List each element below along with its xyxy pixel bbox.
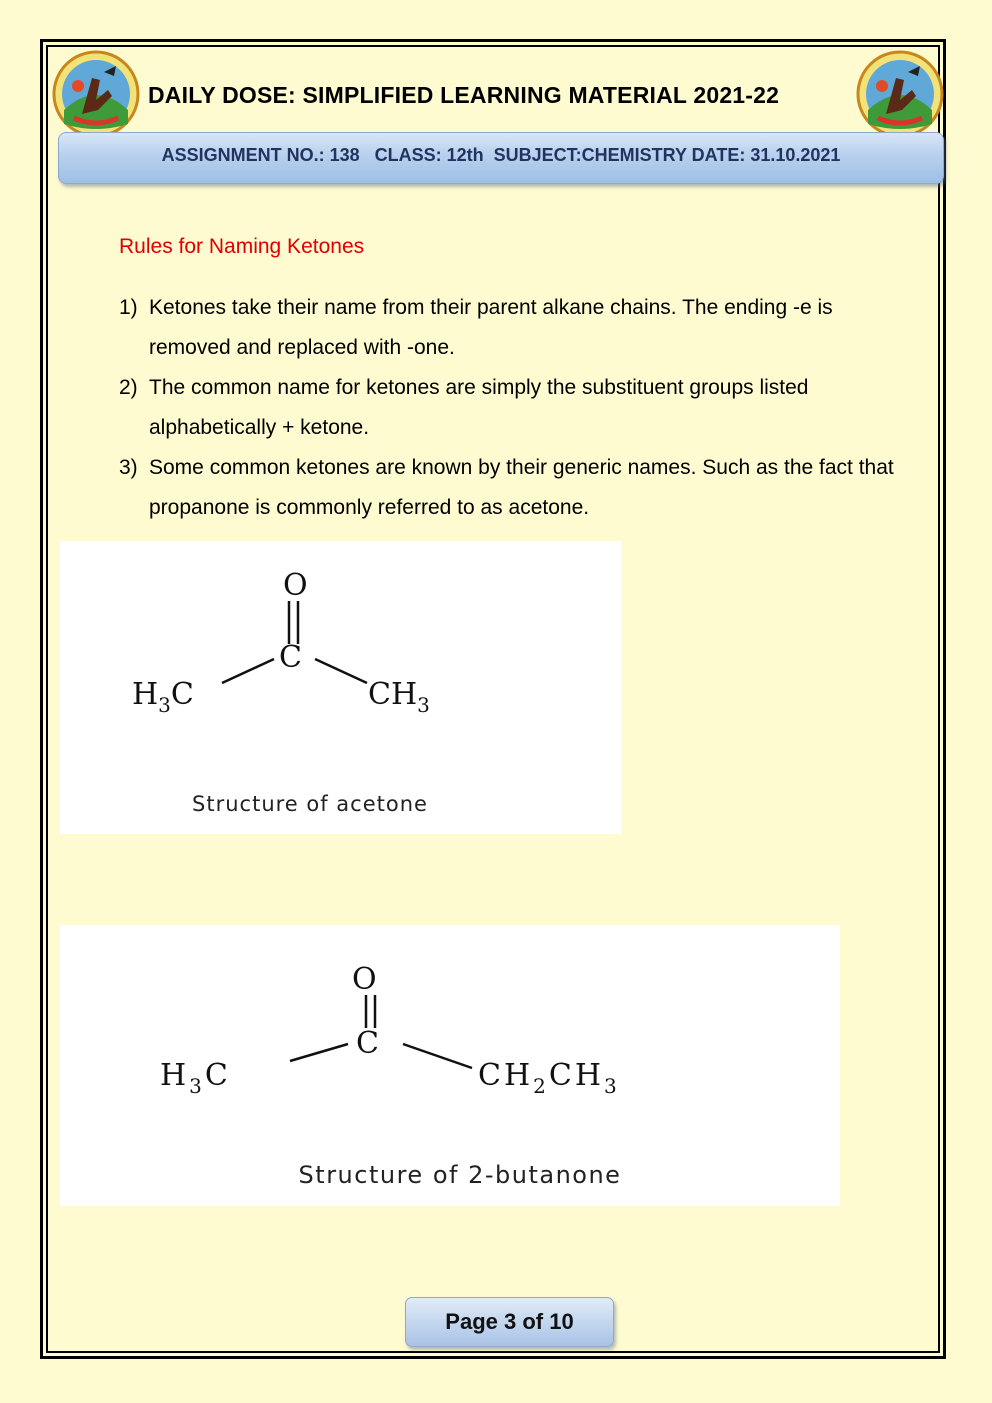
butanone-structure-figure [60, 925, 840, 1206]
document-title: DAILY DOSE: SIMPLIFIED LEARNING MATERIAL 2021-22 [148, 82, 780, 108]
list-item-text: Some common ketones are known by their generic names. Such as the fact that propanone is commonly referred to as acetone. [149, 456, 894, 519]
butanone-caption: Structure of 2-butanone [298, 1161, 622, 1189]
list-item-number: 1) [119, 296, 138, 319]
butanone-structure-diagram [60, 925, 840, 1206]
list-item-number: 2) [119, 376, 138, 399]
school-logo-left [52, 50, 140, 138]
carbonyl-carbon-atom: C [279, 640, 302, 675]
left-methyl-group: $H_3C$ [132, 677, 194, 717]
oxygen-atom: O [283, 568, 308, 603]
left-methyl-group: $H_3C$ [160, 1058, 231, 1098]
rules-list [119, 288, 919, 528]
list-item [119, 288, 919, 368]
assignment-info-text: ASSIGNMENT NO.: 138 CLASS: 12th SUBJECT:CHEMISTRY DATE: 31.10.2021 [161, 145, 841, 165]
list-item-text: The common name for ketones are simply the substituent groups listed alphabetically + ketone. [149, 376, 809, 439]
list-item-text: Ketones take their name from their parent alkane chains. The ending -e is removed and replaced with -one. [149, 296, 833, 359]
list-item-number: 3) [119, 456, 138, 479]
carbonyl-carbon-atom: C [356, 1026, 379, 1061]
section-title: Rules for Naming Ketones [119, 235, 365, 258]
acetone-caption: Structure of acetone [192, 792, 428, 816]
acetone-structure-diagram [60, 541, 621, 834]
page-number-badge [405, 1297, 614, 1347]
list-item [119, 448, 919, 528]
right-methyl-group: $CH_3$ [368, 677, 430, 717]
page-number-label: Page 3 of 10 [445, 1309, 574, 1334]
acetone-structure-figure [60, 541, 621, 834]
school-logo-right [856, 50, 944, 138]
list-item [119, 368, 919, 448]
assignment-info-bar [58, 132, 944, 184]
right-ethyl-group: $CH_2CH_3$ [478, 1058, 620, 1098]
oxygen-atom: O [352, 962, 377, 997]
